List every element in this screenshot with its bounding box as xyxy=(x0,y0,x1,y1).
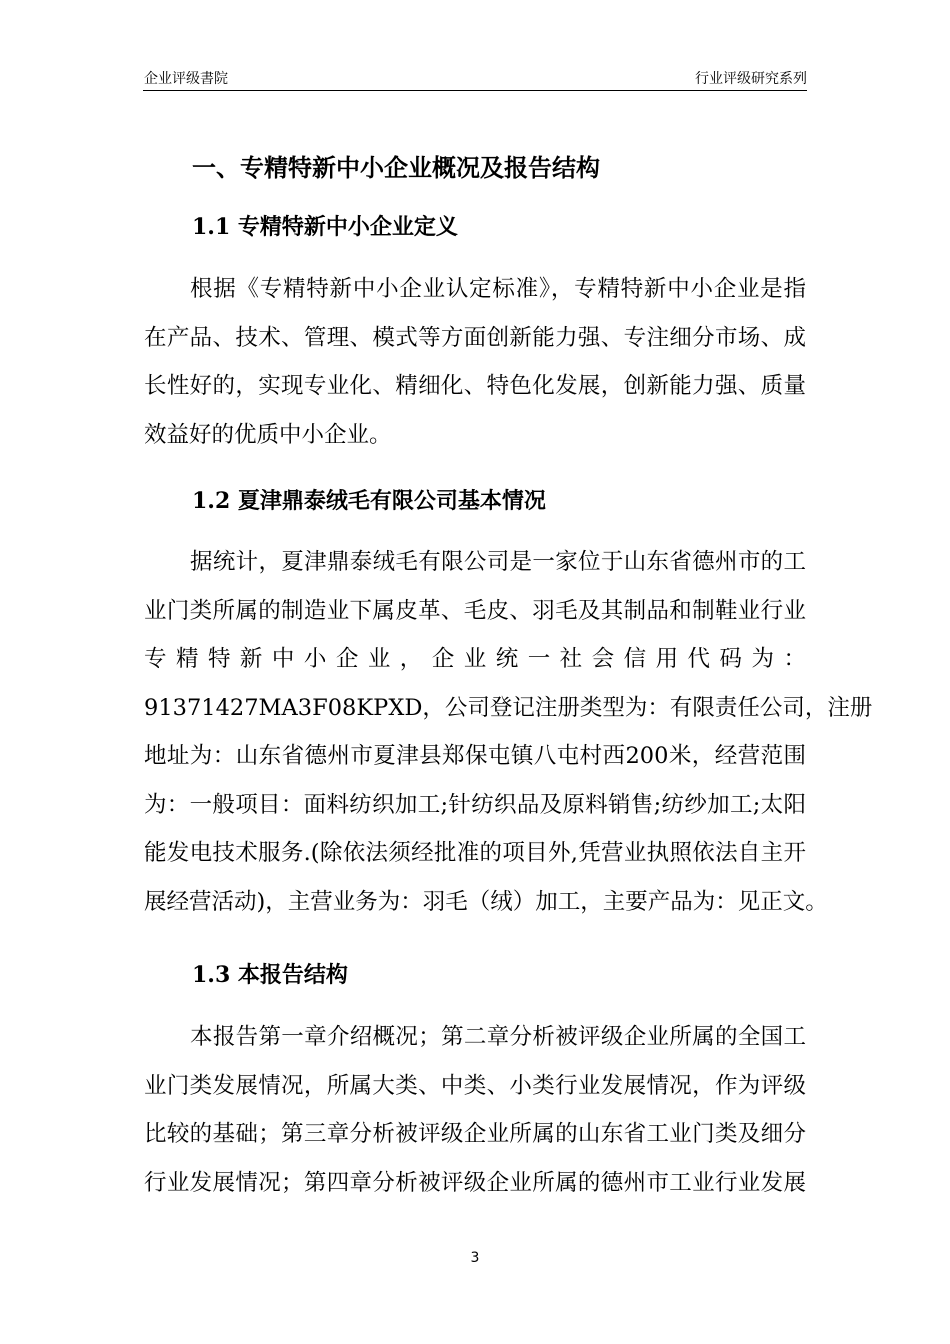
paragraph-line: 展经营活动)，主营业务为：羽毛（绒）加工，主要产品为：见正文。 xyxy=(144,888,828,915)
header-rule xyxy=(143,90,807,91)
paragraph-line: 地址为：山东省德州市夏津县郑保屯镇八屯村西200米，经营范围 xyxy=(144,743,806,769)
paragraph-line: 能发电技术服务.(除依法须经批准的项目外,凭营业执照依法自主开 xyxy=(144,840,806,866)
heading-1-1: 1.1 专精特新中小企业定义 xyxy=(192,214,458,240)
page-number: 3 xyxy=(470,1250,480,1266)
header-right: 行业评级研究系列 xyxy=(695,71,807,87)
paragraph-line: 业门类所属的制造业下属皮革、毛皮、羽毛及其制品和制鞋业行业 xyxy=(144,597,806,624)
paragraph-line: 在产品、技术、管理、模式等方面创新能力强、专注细分市场、成 xyxy=(144,324,806,351)
paragraph-line: 91371427MA3F08KPXD，公司登记注册类型为：有限责任公司，注册 xyxy=(144,694,873,721)
paragraph-line: 据统计，夏津鼎泰绒毛有限公司是一家位于山东省德州市的工 xyxy=(190,549,806,575)
header-left: 企业评级書院 xyxy=(144,71,228,87)
paragraph-line: 专精特新中小企业，企业统一社会信用代码为： xyxy=(144,646,806,672)
heading-1-2: 1.2 夏津鼎泰绒毛有限公司基本情况 xyxy=(192,488,546,514)
heading-1-3: 1.3 本报告结构 xyxy=(192,962,348,988)
heading-1: 一、专精特新中小企业概况及报告结构 xyxy=(192,153,600,182)
paragraph-line: 为：一般项目：面料纺织加工;针纺织品及原料销售;纺纱加工;太阳 xyxy=(144,791,806,818)
paragraph-line: 行业发展情况；第四章分析被评级企业所属的德州市工业行业发展 xyxy=(144,1169,806,1196)
paragraph-line: 本报告第一章介绍概况；第二章分析被评级企业所属的全国工 xyxy=(190,1024,806,1050)
paragraph-line: 业门类发展情况，所属大类、中类、小类行业发展情况，作为评级 xyxy=(144,1072,806,1099)
paragraph-line: 比较的基础；第三章分析被评级企业所属的山东省工业门类及细分 xyxy=(144,1121,806,1147)
paragraph-line: 效益好的优质中小企业。 xyxy=(144,421,392,448)
paragraph-line: 根据《专精特新中小企业认定标准》，专精特新中小企业是指 xyxy=(190,276,806,302)
paragraph-line: 长性好的，实现专业化、精细化、特色化发展，创新能力强、质量 xyxy=(144,373,806,399)
